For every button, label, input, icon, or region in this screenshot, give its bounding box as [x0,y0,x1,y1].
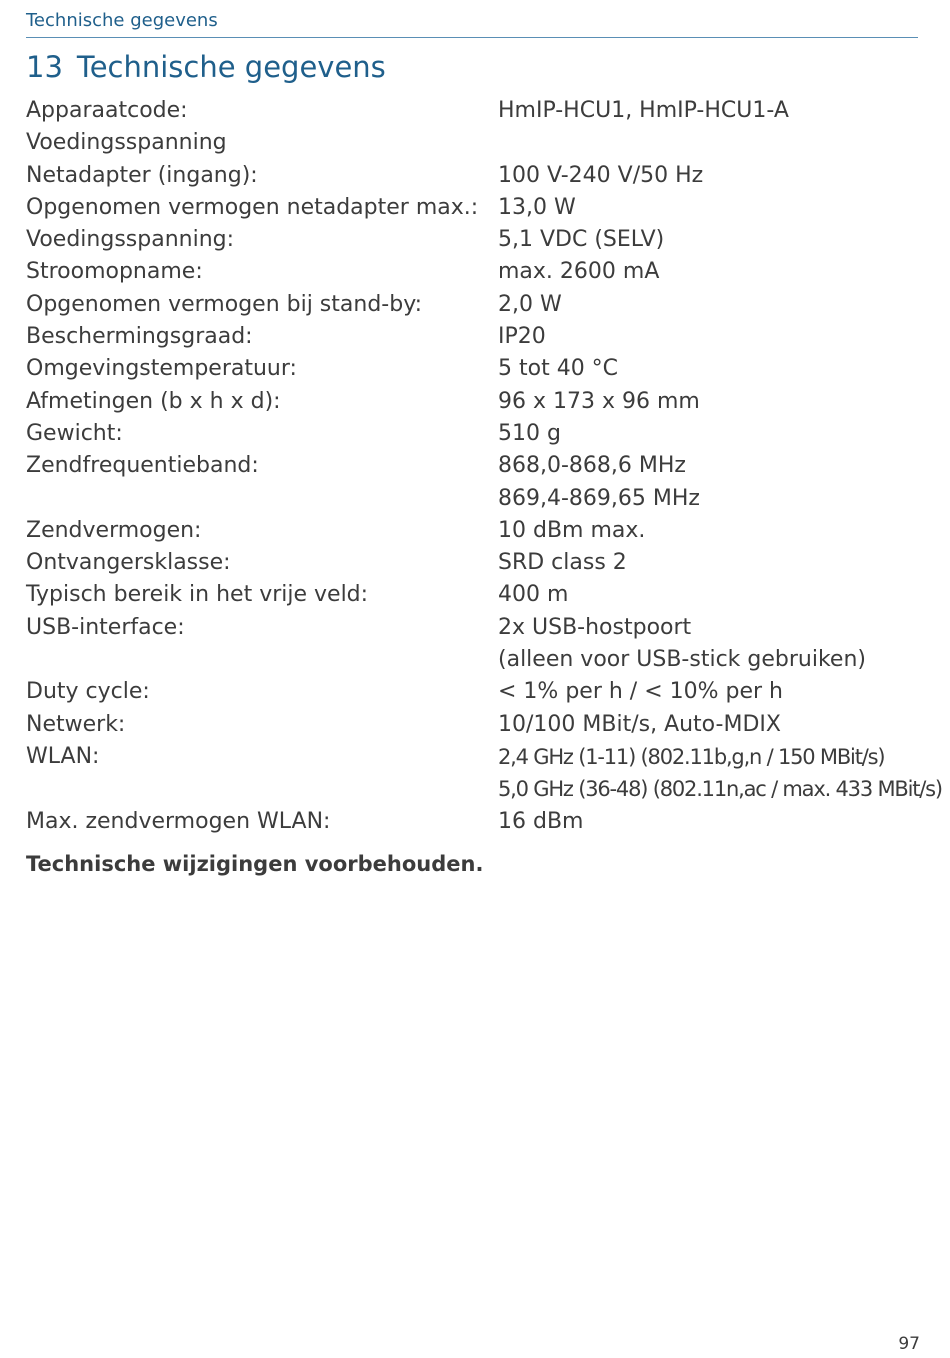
spec-row [26,450,926,515]
spec-value [498,95,926,127]
spec-value-line: IP20 [498,324,546,350]
spec-row [26,612,926,677]
spec-value [498,579,926,611]
spec-row [26,192,926,224]
spec-value-line: 10/100 MBit/s, Auto-MDIX [498,711,781,737]
spec-table [26,95,942,838]
spec-value-line: < 1% per h / < 10% per h [498,679,784,705]
spec-row [26,321,926,353]
spec-row [26,579,926,611]
spec-row [26,676,926,708]
spec-value [498,192,926,224]
spec-value-line: 10 dBm max. [498,517,646,543]
page-number: 97 [898,1334,920,1354]
spec-value [498,450,926,515]
spec-value [498,741,942,806]
spec-label: Gewicht: [26,420,123,446]
spec-value [498,612,926,677]
spec-value-line: 13,0 W [498,194,576,220]
spec-value [498,289,926,321]
spec-row [26,515,926,547]
spec-label: Voedingsspanning: [26,227,235,253]
spec-row [26,709,926,741]
spec-value [498,418,926,450]
spec-value [498,160,926,192]
spec-value [498,256,926,288]
spec-label: Voedingsspanning [26,130,227,156]
spec-label: Typisch bereik in het vrije veld: [26,582,369,608]
spec-value [498,515,926,547]
spec-row [26,95,926,127]
spec-label: Ontvangersklasse: [26,550,231,576]
spec-value [498,224,926,256]
spec-row [26,418,926,450]
spec-value-line: HmIP-HCU1, HmIP-HCU1-A [498,98,789,123]
spec-value-line: max. 2600 mA [498,259,660,285]
spec-value [498,547,926,579]
spec-value [498,386,926,418]
section-title-text: Technische gegevens [76,50,386,84]
header-divider [26,37,918,38]
spec-label: Duty cycle: [26,679,150,705]
spec-row [26,547,926,579]
spec-row [26,127,926,159]
spec-value-line: 96 x 173 x 96 mm [498,388,700,414]
section-title [26,50,386,84]
spec-label: Stroomopname: [26,259,203,285]
spec-value-line [498,127,926,159]
running-header: Technische gegevens [26,10,218,31]
spec-value-line: 16 dBm [498,808,584,834]
spec-label: WLAN: [26,743,100,769]
spec-value-line: 510 g [498,420,561,446]
spec-label: Omgevingstemperatuur: [26,356,297,382]
spec-value-line: (alleen voor USB-stick gebruiken) [498,647,866,673]
spec-row [26,353,926,385]
spec-value [498,127,926,159]
spec-label: Netadapter (ingang): [26,162,258,188]
spec-label: Max. zendvermogen WLAN: [26,808,331,834]
spec-row [26,806,926,838]
spec-label: Beschermingsgraad: [26,324,253,350]
spec-row [26,160,926,192]
spec-value [498,709,926,741]
spec-row [26,741,942,806]
section-number: 13 [26,50,63,84]
spec-label: USB-interface: [26,614,185,640]
spec-row [26,256,926,288]
spec-value-line: 868,0-868,6 MHz [498,453,686,479]
spec-value [498,676,926,708]
spec-value-line: 400 m [498,582,569,608]
footnote: Technische wijzigingen voorbehouden. [26,852,484,876]
spec-label: Zendfrequentieband: [26,453,259,479]
spec-label: Netwerk: [26,711,126,737]
spec-value-line: 5,0 GHz (36-48) (802.11n,ac / max. 433 MBit/s) [498,777,942,802]
spec-label: Zendvermogen: [26,517,202,543]
spec-value [498,806,926,838]
spec-label: Opgenomen vermogen netadapter max.: [26,194,479,220]
spec-value [498,353,926,385]
spec-row [26,289,926,321]
spec-value [498,321,926,353]
spec-value-line: 2,0 W [498,291,562,317]
spec-value-line: 2x USB-hostpoort [498,614,692,640]
spec-row [26,386,926,418]
spec-label: Apparaatcode: [26,98,188,123]
spec-value-line: 5,1 VDC (SELV) [498,227,665,253]
spec-label: Opgenomen vermogen bij stand-by: [26,291,423,317]
spec-label: Afmetingen (b x h x d): [26,388,281,414]
spec-value-line: 2,4 GHz (1-11) (802.11b,g,n / 150 MBit/s) [498,744,885,769]
spec-value-line: 869,4-869,65 MHz [498,485,700,511]
spec-value-line: 100 V-240 V/50 Hz [498,162,704,188]
spec-row [26,224,926,256]
spec-value-line: 5 tot 40 °C [498,356,619,382]
spec-value-line: SRD class 2 [498,550,627,576]
